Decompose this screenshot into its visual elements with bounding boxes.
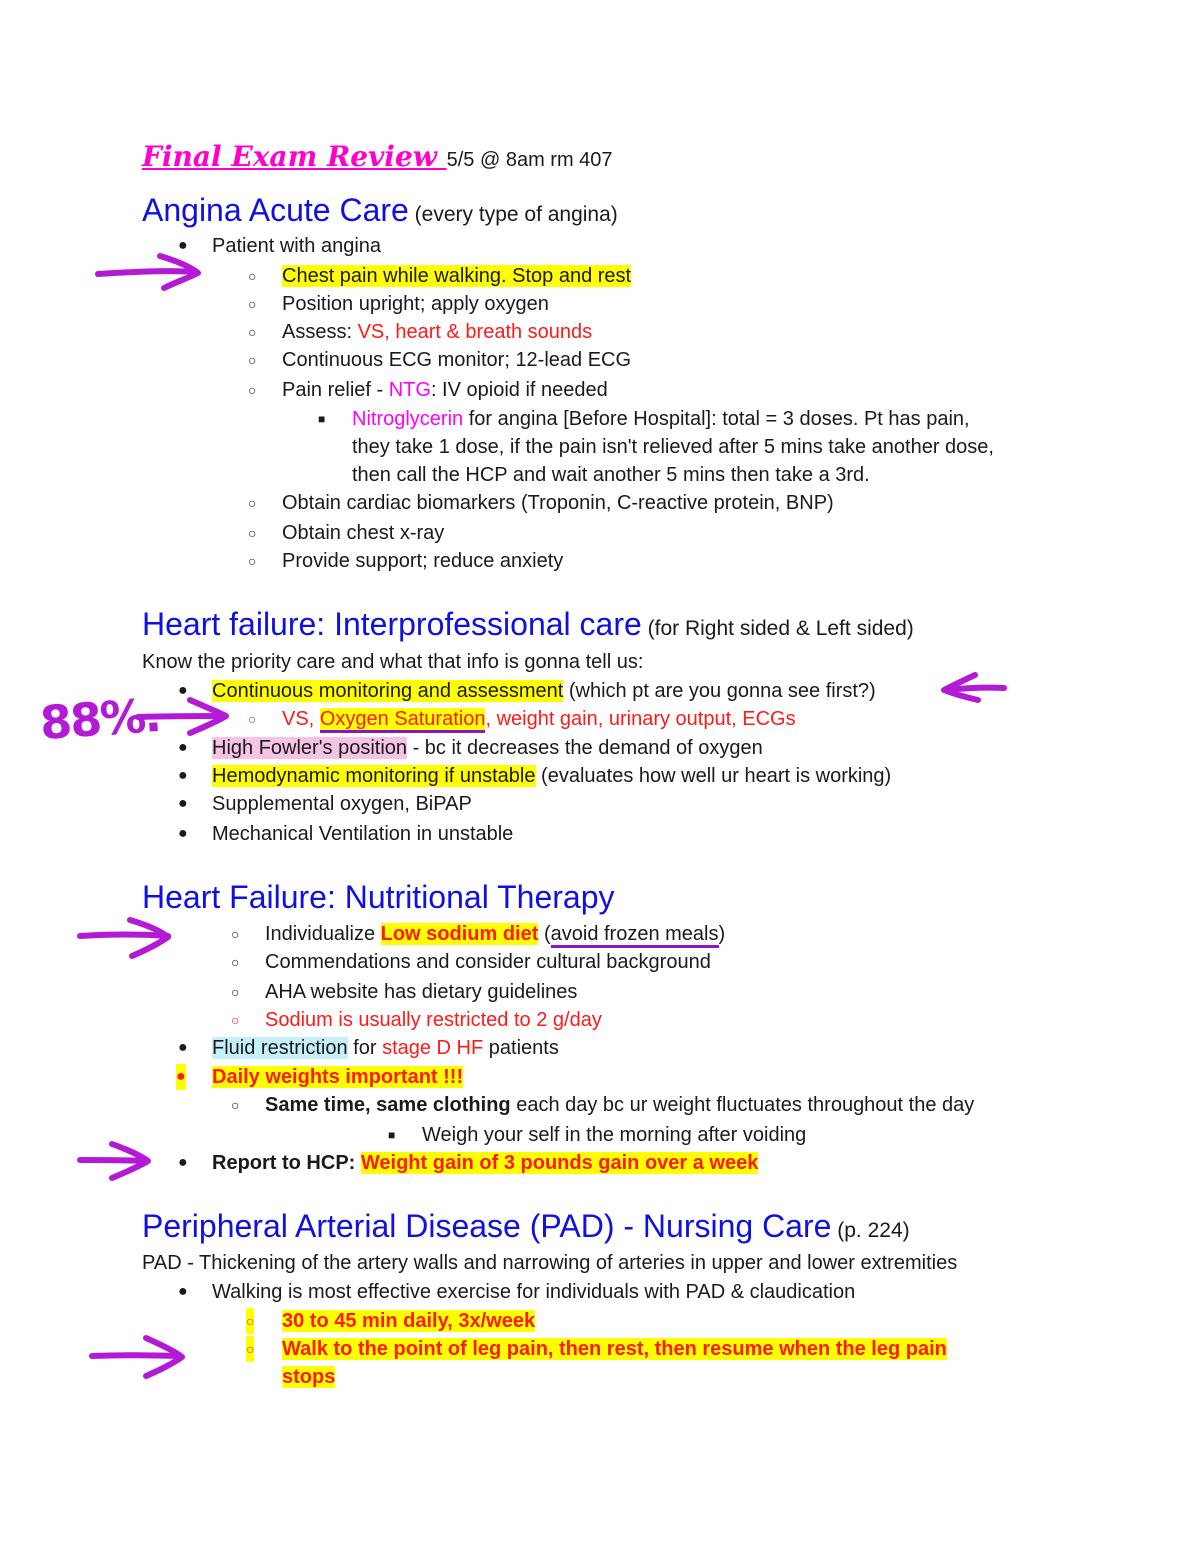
list-item — [282, 291, 549, 317]
bullet-dot-icon: ● — [178, 767, 188, 784]
item-text-highlight: stops — [282, 1366, 336, 1388]
pad-heading-text: Peripheral Arterial Disease (PAD) - Nursing Care — [142, 1208, 832, 1244]
item-text-magenta: NTG — [388, 379, 431, 401]
list-item — [212, 1279, 855, 1305]
list-item — [265, 949, 711, 975]
item-text: Commendations and consider cultural background — [265, 951, 711, 973]
hand-drawn-arrow-icon — [98, 256, 198, 288]
angina-heading — [142, 191, 618, 234]
bullet-circle-icon: ○ — [248, 324, 257, 340]
list-item — [212, 233, 381, 259]
item-text: : IV opioid if needed — [430, 379, 608, 401]
item-text: then call the HCP and wait another 5 mins then take a 3rd. — [352, 464, 870, 486]
list-item — [212, 1064, 463, 1090]
list-item — [265, 1092, 974, 1118]
item-text: each day bc ur weight fluctuates throughout the day — [510, 1094, 975, 1116]
item-text: for — [347, 1037, 383, 1059]
bullet-circle-icon: ○ — [248, 553, 257, 569]
list-item — [282, 706, 796, 732]
list-item-continuation — [352, 434, 994, 460]
item-text: Walking is most effective exercise for individuals with PAD & claudication — [212, 1281, 856, 1303]
item-text-highlight: Oxygen Saturation — [320, 708, 486, 733]
list-item — [282, 377, 608, 403]
item-text-highlight: Fluid restriction — [212, 1037, 348, 1059]
item-text: Supplemental oxygen, BiPAP — [212, 793, 472, 815]
bullet-circle-icon: ○ — [248, 296, 257, 312]
bullet-dot-icon: ● — [178, 237, 188, 254]
list-item — [212, 821, 513, 847]
nutrition-heading-text: Heart Failure: Nutritional Therapy — [142, 879, 615, 915]
item-text: Obtain chest x-ray — [282, 522, 445, 544]
intro-text: PAD - Thickening of the artery walls and narrowing of arteries in upper and lower extremities — [142, 1252, 958, 1274]
item-text: Weigh your self in the morning after voiding — [422, 1124, 807, 1146]
item-text: Position upright; apply oxygen — [282, 293, 549, 315]
item-text: VS, — [282, 708, 320, 730]
bullet-circle-icon: ○ — [248, 711, 257, 727]
bullet-circle-icon: ○ — [246, 1308, 254, 1334]
hf-heading — [142, 605, 914, 648]
item-text-red: stage D HF — [382, 1037, 484, 1059]
item-text-highlight: Continuous monitoring and assessment — [212, 680, 564, 702]
bullet-dot-icon: ● — [178, 1039, 188, 1056]
item-text: ( — [538, 923, 551, 945]
pad-heading — [142, 1207, 910, 1250]
bullet-circle-icon: ○ — [231, 1012, 240, 1028]
item-text: Assess: — [282, 321, 358, 343]
bullet-circle-icon: ○ — [231, 926, 240, 942]
item-text: AHA website has dietary guidelines — [265, 981, 578, 1003]
list-item-continuation — [352, 462, 870, 488]
list-item — [282, 520, 444, 546]
list-item — [212, 791, 472, 817]
item-text-highlight: Low sodium diet — [380, 923, 539, 945]
hand-drawn-arrow-icon — [80, 1144, 148, 1178]
list-item-continuation — [282, 1364, 335, 1390]
item-text: patients — [483, 1037, 559, 1059]
item-text: ) — [718, 923, 726, 945]
angina-heading-text: Angina Acute Care — [142, 192, 409, 228]
hf-heading-sub: (for Right sided & Left sided) — [641, 617, 914, 640]
bullet-dot-icon: ● — [178, 1283, 188, 1300]
handwritten-note: 88%. — [38, 687, 162, 751]
list-item — [352, 406, 970, 432]
item-text-bold: Same time, same clothing — [265, 1094, 511, 1116]
bullet-circle-icon: ○ — [248, 268, 257, 284]
bullet-dot-icon: ● — [178, 825, 188, 842]
item-text: Individualize — [265, 923, 381, 945]
item-text: Obtain cardiac biomarkers (Troponin, C-reactive protein, BNP) — [282, 492, 834, 514]
title-date: 5/5 @ 8am rm 407 — [446, 149, 613, 171]
hand-drawn-arrow-icon — [92, 1338, 182, 1376]
item-text: Chest pain while walking. Stop and rest — [282, 265, 632, 287]
item-text: , weight gain, urinary output, ECGs — [485, 708, 796, 730]
list-item — [212, 735, 763, 761]
list-item — [282, 548, 563, 574]
list-item — [282, 1308, 535, 1334]
bullet-circle-icon: ○ — [246, 1336, 254, 1362]
title-script: Final Exam Review — [142, 140, 447, 173]
nutrition-heading — [142, 878, 615, 916]
bullet-dot-icon: ● — [178, 795, 188, 812]
bullet-dot-icon: ● — [178, 682, 188, 699]
list-item — [212, 763, 891, 789]
hand-drawn-arrow-icon — [944, 675, 1004, 700]
pad-heading-sub: (p. 224) — [831, 1219, 910, 1242]
bullet-dot-icon: ● — [178, 739, 188, 756]
list-item — [265, 921, 725, 947]
list-item — [212, 1150, 758, 1176]
bullet-dot-icon: ● — [178, 1154, 188, 1171]
item-text: Provide support; reduce anxiety — [282, 550, 564, 572]
item-text: (which pt are you gonna see first?) — [563, 680, 876, 702]
item-text-bold: Report to HCP: — [212, 1152, 361, 1174]
item-text: for angina [Before Hospital]: total = 3 doses. Pt has pain, — [463, 408, 970, 430]
item-text-highlight: Walk to the point of leg pain, then rest, then resume when the leg pain — [282, 1338, 947, 1360]
intro-text: Know the priority care and what that info is gonna tell us: — [142, 651, 644, 673]
bullet-dot-icon: ● — [176, 1064, 186, 1090]
page-title — [142, 140, 613, 173]
list-item — [265, 1007, 602, 1033]
list-item — [212, 678, 876, 704]
bullet-circle-icon: ○ — [231, 954, 240, 970]
hf-heading-text: Heart failure: Interprofessional care — [142, 606, 642, 642]
item-text: (evaluates how well ur heart is working) — [535, 765, 892, 787]
item-text-highlight: Daily weights important !!! — [212, 1066, 464, 1088]
item-text-highlight: Weight gain of 3 pounds gain over a week — [360, 1152, 759, 1174]
list-item — [282, 490, 834, 516]
item-text: Pain relief - — [282, 379, 389, 401]
bullet-square-icon: ■ — [318, 412, 326, 426]
bullet-square-icon: ■ — [388, 1128, 396, 1142]
item-text-highlight: Hemodynamic monitoring if unstable — [212, 765, 536, 787]
bullet-circle-icon: ○ — [231, 1097, 240, 1113]
item-text-underlined: avoid frozen meals — [551, 923, 719, 948]
list-item — [422, 1122, 806, 1148]
bullet-circle-icon: ○ — [231, 984, 240, 1000]
list-item — [282, 347, 631, 373]
bullet-circle-icon: ○ — [248, 382, 257, 398]
item-text-magenta: Nitroglycerin — [352, 408, 464, 430]
item-text-red: VS, heart & breath sounds — [357, 321, 593, 343]
bullet-circle-icon: ○ — [248, 352, 257, 368]
item-text: Mechanical Ventilation in unstable — [212, 823, 514, 845]
list-item — [282, 319, 592, 345]
item-text: Patient with angina — [212, 235, 382, 257]
item-text: Sodium is usually restricted to 2 g/day — [265, 1009, 602, 1031]
item-text-highlight: 30 to 45 min daily, 3x/week — [282, 1310, 536, 1332]
angina-heading-sub: (every type of angina) — [408, 203, 618, 226]
item-text: Continuous ECG monitor; 12-lead ECG — [282, 349, 632, 371]
hand-drawn-arrow-icon — [80, 920, 168, 956]
bullet-circle-icon: ○ — [248, 495, 257, 511]
item-text: - bc it decreases the demand of oxygen — [407, 737, 763, 759]
item-text: they take 1 dose, if the pain isn't relieved after 5 mins take another dose, — [352, 436, 994, 458]
list-item — [265, 979, 577, 1005]
list-item — [282, 263, 631, 289]
item-text-highlight: High Fowler's position — [212, 737, 408, 759]
bullet-circle-icon: ○ — [248, 525, 257, 541]
list-item — [212, 1035, 559, 1061]
hf-intro — [142, 649, 643, 675]
pad-intro — [142, 1250, 957, 1276]
list-item — [282, 1336, 947, 1362]
